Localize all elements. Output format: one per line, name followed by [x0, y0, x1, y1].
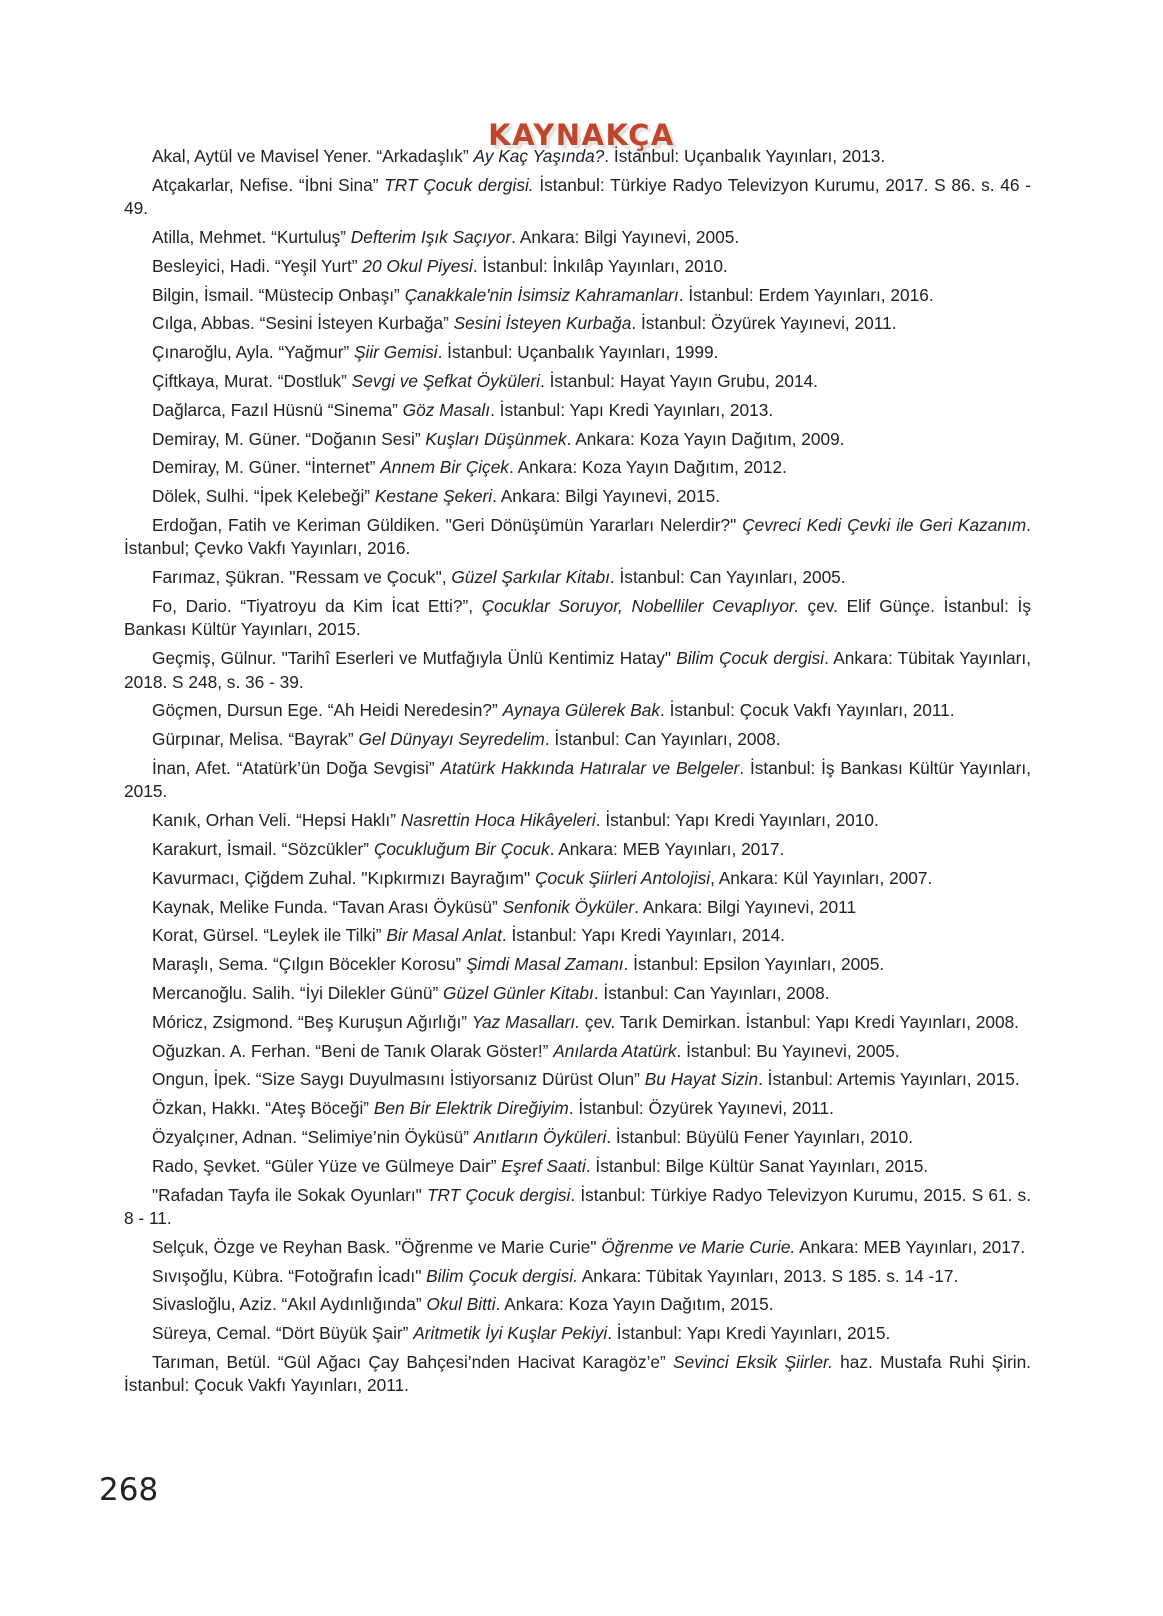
reference-publication: . İstanbul: Yapı Kredi Yayınları, 2014. [501, 925, 785, 946]
reference-text: Mercanoğlu. Salih. “İyi Dilekler Günü” [152, 982, 444, 1003]
reference-entry [124, 566, 1031, 589]
reference-text: Maraşlı, Sema. “Çılgın Böcekler Korosu” [152, 954, 467, 975]
reference-entry [124, 485, 1031, 508]
reference-publication: . İstanbul: Artemis Yayınları, 2015. [758, 1069, 1020, 1090]
reference-entry [124, 647, 1031, 694]
reference-publication: . İstanbul: Hayat Yayın Grubu, 2014. [540, 370, 818, 391]
reference-source-title: Atatürk Hakkında Hatıralar ve Belgeler [440, 757, 740, 778]
reference-publication: . İstanbul: Erdem Yayınları, 2016. [678, 284, 934, 305]
reference-publication: . İstanbul: Epsilon Yayınları, 2005. [623, 954, 885, 975]
reference-publication: . Ankara: Tübitak Yayınları, 2018. S 248, s. 36 - 39. [124, 648, 1031, 692]
reference-publication: . Ankara: Koza Yayın Dağıtım, 2012. [508, 457, 787, 478]
reference-entry [124, 1184, 1031, 1231]
reference-text: Ongun, İpek. “Size Saygı Duyulmasını İstiyorsanız Dürüst Olun” [152, 1069, 645, 1090]
reference-source-title: Eşref Saati [501, 1155, 586, 1176]
reference-text: Kaynak, Melike Funda. “Tavan Arası Öyküsü” [152, 896, 503, 917]
reference-publication: . İstanbul: Can Yayınları, 2008. [593, 982, 830, 1003]
reference-publication: . İstanbul: Bu Yayınevi, 2005. [676, 1040, 900, 1061]
reference-source-title: Sevgi ve Şefkat Öyküleri [351, 370, 541, 391]
reference-text: Süreya, Cemal. “Dört Büyük Şair” [152, 1323, 414, 1344]
reference-publication: . İstanbul: Yapı Kredi Yayınları, 2013. [490, 399, 774, 420]
reference-publication: . İstanbul: Büyülü Fener Yayınları, 2010. [606, 1126, 914, 1147]
reference-entry [124, 809, 1031, 832]
reference-publication: . İstanbul: Can Yayınları, 2005. [609, 567, 846, 588]
reference-text: Göçmen, Dursun Ege. “Ah Heidi Neredesin?” [152, 700, 503, 721]
reference-text: Fo, Dario. “Tiyatroyu da Kim İcat Etti?”, [152, 595, 482, 616]
reference-publication: . İstanbul: Özyürek Yayınevi, 2011. [568, 1098, 834, 1119]
reference-publication: . İstanbul; Çevko Vakfı Yayınları, 2016. [124, 514, 1031, 559]
reference-publication: . Ankara: Bilgi Yayınevi, 2015. [492, 486, 721, 507]
reference-publication: haz. Mustafa Ruhi Şirin. İstanbul: Çocuk Vakfı Yayınları, 2011. [124, 1351, 1031, 1396]
reference-publication: . Ankara: MEB Yayınları, 2017. [549, 838, 785, 859]
reference-entry [124, 428, 1031, 451]
reference-source-title: TRT Çocuk dergisi. [384, 174, 534, 195]
reference-text: Farımaz, Şükran. "Ressam ve Çocuk", [152, 567, 452, 588]
reference-text: Kanık, Orhan Veli. “Hepsi Haklı” [152, 810, 401, 831]
reference-entry [124, 370, 1031, 393]
reference-source-title: Güzel Şarkılar Kitabı [451, 567, 610, 588]
reference-entry [124, 1322, 1031, 1345]
reference-publication: . İstanbul: Yapı Kredi Yayınları, 2015. [607, 1323, 891, 1344]
reference-entry [124, 1126, 1031, 1149]
reference-publication: , Ankara: Kül Yayınları, 2007. [710, 867, 933, 888]
reference-source-title: Güzel Günler Kitabı [443, 982, 594, 1003]
reference-publication: . İstanbul: Uçanbalık Yayınları, 2013. [604, 146, 886, 166]
reference-source-title: 20 Okul Piyesi [362, 255, 473, 276]
reference-entry [124, 982, 1031, 1005]
reference-text: Atçakarlar, Nefise. “İbni Sina” [152, 174, 385, 195]
reference-text: Bilgin, İsmail. “Müstecip Onbaşı” [152, 284, 405, 305]
reference-text: Korat, Gürsel. “Leylek ile Tilki” [152, 925, 387, 946]
reference-publication: Ankara: Tübitak Yayınları, 2013. S 185. s. 14 -17. [577, 1265, 959, 1286]
reference-publication: . İstanbul: Özyürek Yayınevi, 2011. [631, 313, 897, 334]
reference-source-title: Çocuk Şiirleri Antolojisi [534, 867, 711, 888]
reference-source-title: Bilim Çocuk dergisi [676, 648, 825, 669]
reference-text: Karakurt, İsmail. “Sözcükler” [152, 838, 374, 859]
reference-source-title: Anıtların Öyküleri [473, 1126, 607, 1147]
reference-publication: . İstanbul: İnkılâp Yayınları, 2010. [472, 255, 728, 276]
reference-entry [124, 312, 1031, 335]
reference-source-title: Çocuklar Soruyor, Nobelliler Cevaplıyor. [481, 595, 799, 616]
reference-entry [124, 284, 1031, 307]
reference-source-title: Göz Masalı [402, 399, 491, 420]
reference-publication: . Ankara: Bilgi Yayınevi, 2011 [634, 896, 857, 917]
reference-source-title: Nasrettin Hoca Hikâyeleri [400, 810, 596, 831]
reference-entry [124, 595, 1031, 642]
reference-source-title: Şimdi Masal Zamanı [466, 954, 624, 975]
reference-publication: . İstanbul: Türkiye Radyo Televizyon Kurumu, 2015. S 61. s. 8 - 11. [124, 1184, 1031, 1228]
reference-text: Özkan, Hakkı. “Ateş Böceği” [152, 1098, 374, 1119]
reference-text: Atilla, Mehmet. “Kurtuluş” [152, 227, 351, 247]
reference-text: Oğuzkan. A. Ferhan. “Beni de Tanık Olarak Göster!” [152, 1040, 554, 1061]
reference-source-title: Ben Bir Elektrik Direğiyim [373, 1098, 569, 1119]
reference-entry [124, 728, 1031, 751]
reference-source-title: Bu Hayat Sizin [644, 1069, 759, 1090]
reference-publication: . Ankara: Koza Yayın Dağıtım, 2009. [566, 428, 845, 449]
reference-entry [124, 757, 1031, 804]
reference-source-title: Sevinci Eksik Şiirler. [673, 1351, 833, 1372]
reference-entry [124, 1155, 1031, 1178]
reference-publication: . Ankara: Bilgi Yayınevi, 2005. [511, 227, 740, 247]
reference-source-title: Anılarda Atatürk [553, 1040, 677, 1061]
reference-entry [124, 896, 1031, 919]
reference-text: İnan, Afet. “Atatürk’ün Doğa Sevgisi” [152, 757, 441, 778]
reference-source-title: Çanakkale'nin İsimsiz Kahramanları [404, 284, 679, 305]
reference-source-title: TRT Çocuk dergisi [426, 1184, 571, 1205]
reference-source-title: Bir Masal Anlat [386, 925, 502, 946]
reference-source-title: Öğrenme ve Marie Curie. [601, 1236, 796, 1257]
reference-source-title: Çevreci Kedi Çevki ile Geri Kazanım [742, 514, 1027, 535]
reference-publication: İstanbul: Türkiye Radyo Televizyon Kurumu, 2017. S 86. s. 46 - 49. [124, 174, 1031, 219]
page-title: KAYNAKÇA [488, 118, 675, 153]
reference-text: Dağlarca, Fazıl Hüsnü “Sinema” [152, 399, 403, 420]
reference-entry [124, 1040, 1031, 1063]
reference-text: Tarıman, Betül. “Gül Ağacı Çay Bahçesi’nden Hacivat Karagöz’e” [152, 1351, 674, 1372]
reference-entry [124, 953, 1031, 976]
page-number: 268 [99, 1472, 159, 1508]
reference-text: Selçuk, Özge ve Reyhan Bask. "Öğrenme ve Marie Curie" [152, 1236, 602, 1257]
reference-entry [124, 1265, 1031, 1288]
reference-text: Gürpınar, Melisa. “Bayrak” [152, 729, 359, 750]
reference-entry [124, 145, 1031, 168]
reference-text: Demiray, M. Güner. “İnternet” [152, 457, 381, 478]
reference-publication: . İstanbul: Çocuk Vakfı Yayınları, 2011. [659, 700, 955, 721]
reference-source-title: Okul Bitti [426, 1294, 496, 1315]
reference-text: Kavurmacı, Çiğdem Zuhal. "Kıpkırmızı Bayrağım" [152, 867, 535, 888]
reference-text: Erdoğan, Fatih ve Keriman Güldiken. "Geri Dönüşümün Yararları Nelerdir?" [152, 514, 743, 535]
reference-entry [124, 174, 1031, 221]
reference-publication: . İstanbul: Yapı Kredi Yayınları, 2010. [595, 810, 879, 831]
reference-source-title: Bilim Çocuk dergisi. [426, 1265, 578, 1286]
reference-entry [124, 1293, 1031, 1316]
reference-text: Çınaroğlu, Ayla. “Yağmur” [152, 342, 355, 363]
reference-text: Özyalçıner, Adnan. “Selimiye’nin Öyküsü” [152, 1126, 474, 1147]
reference-source-title: Yaz Masalları. [471, 1011, 581, 1032]
reference-source-title: Şiir Gemisi [354, 342, 438, 363]
reference-source-title: Çocukluğum Bir Çocuk [373, 838, 550, 859]
reference-source-title: Kestane Şekeri [374, 486, 493, 507]
reference-source-title: Sesini İsteyen Kurbağa [453, 313, 632, 334]
reference-text: Rado, Şevket. “Güler Yüze ve Gülmeye Dair” [152, 1155, 502, 1176]
reference-text: Sıvışoğlu, Kübra. “Fotoğrafın İcadı" [152, 1265, 427, 1286]
reference-entry [124, 838, 1031, 861]
reference-entry [124, 341, 1031, 364]
reference-publication: çev. Elif Günçe. İstanbul: İş Bankası Kültür Yayınları, 2015. [124, 595, 1031, 640]
reference-entry [124, 514, 1031, 561]
reference-text: Demiray, M. Güner. “Doğanın Sesi” [152, 428, 426, 449]
reference-entry [124, 255, 1031, 278]
reference-text: Sivasloğlu, Aziz. “Akıl Aydınlığında” [152, 1294, 427, 1315]
reference-text: Móricz, Zsigmond. “Beş Kuruşun Ağırlığı” [152, 1011, 472, 1032]
reference-entry [124, 1011, 1031, 1034]
reference-publication: . İstanbul: Bilge Kültür Sanat Yayınları, 2015. [585, 1155, 929, 1176]
reference-source-title: Gel Dünyayı Seyredelim [358, 729, 545, 750]
reference-entry [124, 399, 1031, 422]
reference-entry [124, 1097, 1031, 1120]
reference-entry [124, 867, 1031, 890]
reference-text: Çiftkaya, Murat. “Dostluk” [152, 370, 352, 391]
reference-entry [124, 1068, 1031, 1091]
reference-list [124, 145, 1031, 1403]
reference-text: Akal, Aytül ve Mavisel Yener. “Arkadaşlık” [152, 146, 474, 166]
reference-entry [124, 1236, 1031, 1259]
reference-source-title: Senfonik Öyküler [502, 896, 635, 917]
reference-text: Dölek, Sulhi. “İpek Kelebeği” [152, 486, 375, 507]
reference-entry [124, 1351, 1031, 1398]
reference-publication: çev. Tarık Demirkan. İstanbul: Yapı Kredi Yayınları, 2008. [580, 1011, 1019, 1032]
reference-text: Besleyici, Hadi. “Yeşil Yurt” [152, 255, 363, 276]
reference-entry [124, 456, 1031, 479]
reference-source-title: Kuşları Düşünmek [425, 428, 567, 449]
reference-text: Geçmiş, Gülnur. "Tarihî Eserleri ve Mutfağıyla Ünlü Kentimiz Hatay" [152, 648, 677, 669]
reference-publication: . İstanbul: Can Yayınları, 2008. [544, 729, 781, 750]
reference-entry [124, 699, 1031, 722]
reference-text: "Rafadan Tayfa ile Sokak Oyunları" [152, 1184, 427, 1205]
reference-source-title: Aritmetik İyi Kuşlar Pekiyi [413, 1323, 608, 1344]
reference-entry [124, 226, 1031, 249]
reference-publication: . İstanbul: Uçanbalık Yayınları, 1999. [437, 342, 719, 363]
reference-publication: . Ankara: Koza Yayın Dağıtım, 2015. [495, 1294, 774, 1315]
reference-source-title: Ay Kaç Yaşında? [473, 146, 605, 166]
reference-publication: . İstanbul: İş Bankası Kültür Yayınları, 2015. [124, 757, 1031, 802]
reference-source-title: Aynaya Gülerek Bak [502, 700, 660, 721]
reference-source-title: Defterim Işık Saçıyor [350, 227, 512, 247]
reference-source-title: Annem Bir Çiçek [380, 457, 509, 478]
reference-entry [124, 924, 1031, 947]
reference-publication: Ankara: MEB Yayınları, 2017. [795, 1236, 1026, 1257]
reference-text: Cılga, Abbas. “Sesini İsteyen Kurbağa” [152, 313, 454, 334]
